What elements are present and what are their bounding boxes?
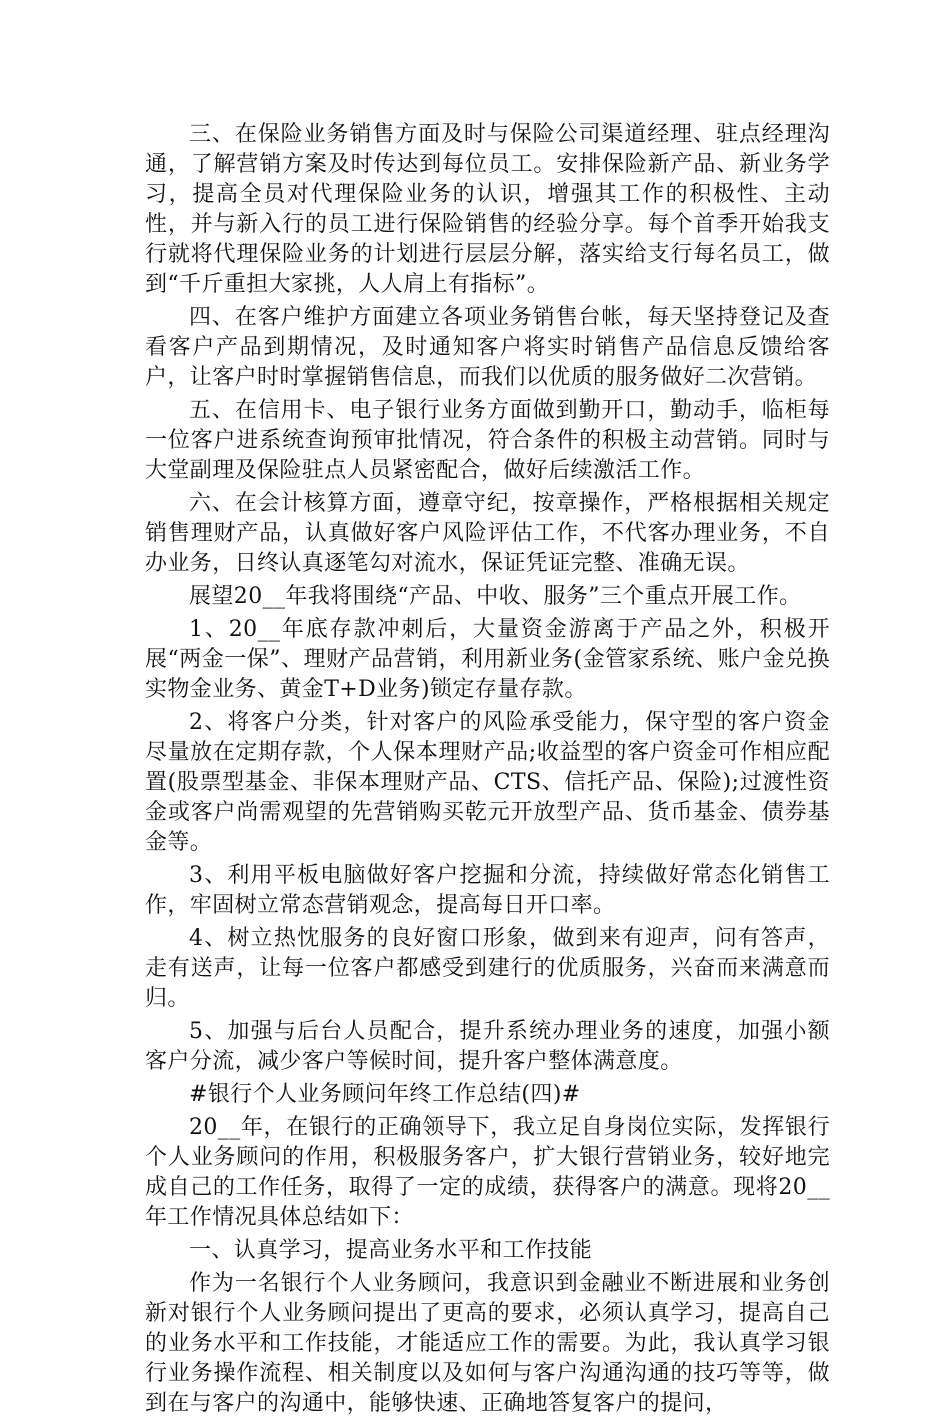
paragraph-customer-maintenance: 四、在客户维护方面建立各项业务销售台帐，每天坚持登记及查看客户产品到期情况，及时通知客户将实时销售产品信息反馈给客户，让客户时时掌握销售信息，而我们以优质的服务做好二次营销。 (145, 305, 830, 390)
paragraph-item-5: 5、加强与后台人员配合，提升系统办理业务的速度，加强小额客户分流，减少客户等候时间，提升客户整体满意度。 (145, 1019, 830, 1074)
document-body (145, 120, 830, 1422)
paragraph-item-4: 4、树立热忱服务的良好窗口形象，做到来有迎声，问有答声，走有送声，让每一位客户都感受到建行的优质服务，兴奋而来满意而归。 (145, 926, 830, 1011)
paragraph-accounting: 六、在会计核算方面，遵章守纪，按章操作，严格根据相关规定销售理财产品，认真做好客户风险评估工作，不代客办理业务，不自办业务，日终认真逐笔勾对流水，保证凭证完整、准确无误。 (145, 491, 830, 576)
paragraph-credit-card: 五、在信用卡、电子银行业务方面做到勤开口，勤动手，临柜每一位客户进系统查询预审批情况，符合条件的积极主动营销。同时与大堂副理及保险驻点人员紧密配合，做好后续激活工作。 (145, 398, 830, 483)
section-heading: #银行个人业务顾问年终工作总结(四)# (189, 1082, 581, 1107)
subheading-study: 一、认真学习，提高业务水平和工作技能 (189, 1238, 593, 1263)
paragraph-item-3: 3、利用平板电脑做好客户挖掘和分流，持续做好常态化销售工作，牢固树立常态营销观念，提高每日开口率。 (145, 863, 830, 918)
paragraph-item-2: 2、将客户分类，针对客户的风险承受能力，保守型的客户资金尽量放在定期存款，个人保本理财产品;收益型的客户资金可作相应配置(股票型基金、非保本理财产品、CTS、信托产品、保险);过渡性资金或客户尚需观望的先营销购买乾元开放型产品、货币基金、债券基金等。 (145, 710, 830, 855)
paragraph-item-1: 1、20__年底存款冲刺后，大量资金游离于产品之外，积极开展“两金一保”、理财产品营销，利用新业务(金管家系统、账户金兑换实物金业务、黄金T+D业务)锁定存量存款。 (145, 617, 830, 702)
paragraph-outlook: 展望20__年我将围绕“产品、中收、服务”三个重点开展工作。 (189, 584, 802, 609)
paragraph-study: 作为一名银行个人业务顾问，我意识到金融业不断进展和业务创新对银行个人业务顾问提出了更高的要求，必须认真学习，提高自己的业务水平和工作技能，才能适应工作的需要。为此，我认真学习银行业务操作流程、相关制度以及如何与客户沟通沟通的技巧等等，做到在与客户的沟通中，能够快速、正确地答复客户的提问， (145, 1271, 830, 1416)
paragraph-insurance-sales: 三、在保险业务销售方面及时与保险公司渠道经理、驻点经理沟通，了解营销方案及时传达到每位员工。安排保险新产品、新业务学习，提高全员对代理保险业务的认识，增强其工作的积极性、主动性，并与新入行的员工进行保险销售的经验分享。每个首季开始我支行就将代理保险业务的计划进行层层分解，落实给支行每名员工，做到“千斤重担大家挑，人人肩上有指标”。 (145, 122, 830, 297)
paragraph-intro: 20__年，在银行的正确领导下，我立足自身岗位实际，发挥银行个人业务顾问的作用，积极服务客户，扩大银行营销业务，较好地完成自己的工作任务，取得了一定的成绩，获得客户的满意。现将20__年工作情况具体总结如下： (145, 1115, 830, 1230)
